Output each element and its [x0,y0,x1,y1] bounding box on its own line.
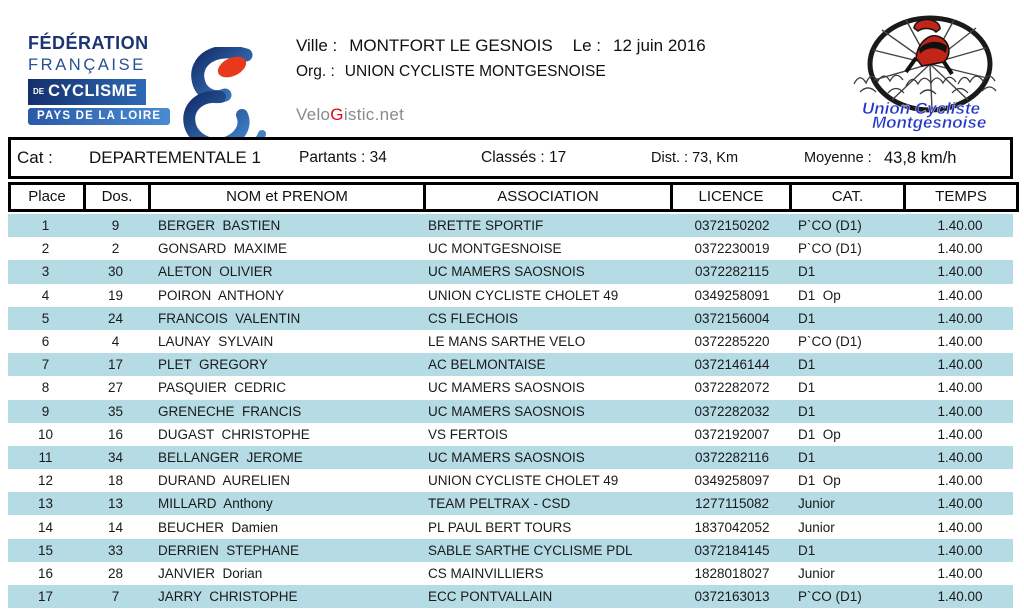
col-header-name: NOM et PRENOM [148,182,426,212]
cell-dossard: 16 [107,426,124,442]
cell-category: D1 [798,357,816,373]
cell-association: VS FERTOIS [428,426,508,442]
cell-dossard: 28 [107,565,124,581]
cell-dossard: 33 [107,542,124,558]
cell-association: LE MANS SARTHE VELO [428,334,586,350]
result-row [8,237,1013,260]
cell-association: UC MAMERS SAOSNOIS [428,380,585,396]
result-row [8,214,1013,237]
cell-association: TEAM PELTRAX - CSD [428,496,571,512]
moyenne-label: Moyenne : [804,150,872,166]
cell-name: FRANCOIS VALENTIN [158,310,301,326]
col-header-category: CAT. [789,182,906,212]
cell-name: GRENECHE FRANCIS [158,403,302,419]
cell-name: LAUNAY SYLVAIN [158,334,274,350]
cell-licence: 1837042052 [694,519,770,535]
result-row [8,515,1013,538]
ffc-logo-band-cyclisme [28,79,146,105]
cell-name: BEUCHER Damien [158,519,279,535]
cell-category: D1 [798,264,816,280]
org-value: UNION CYCLISTE MONTGESNOISE [344,63,606,80]
classes-field: Classés : 17 [481,149,567,166]
result-row [8,353,1013,376]
col-header-licence: LICENCE [670,182,792,212]
col-header-place: Place [8,182,86,212]
cell-licence: 1277115082 [694,496,770,512]
cell-dossard: 17 [107,357,124,373]
cell-place: 5 [41,310,50,326]
cell-licence: 0372163013 [694,589,770,605]
cell-time: 1.40.00 [937,496,983,512]
cell-place: 8 [41,380,50,396]
cell-place: 16 [37,565,54,581]
cell-time: 1.40.00 [937,218,983,234]
cell-licence: 0372282032 [694,403,770,419]
result-row [8,585,1013,608]
cell-category: Junior [798,519,835,535]
result-row [8,423,1013,446]
result-row [8,307,1013,330]
cell-licence: 0349258091 [694,287,770,303]
cell-time: 1.40.00 [937,357,983,373]
result-row [8,539,1013,562]
cell-licence: 0372156004 [694,310,770,326]
cell-name: JARRY CHRISTOPHE [158,589,298,605]
col-header-association: ASSOCIATION [423,182,673,212]
result-row [8,400,1013,423]
ffc-logo-region-band: PAYS DE LA LOIRE [28,108,170,125]
ffc-logo-line1: FÉDÉRATION [28,33,149,53]
ville-value: MONTFORT LE GESNOIS [349,36,553,55]
cell-dossard: 13 [107,496,124,512]
ffc-logo [28,33,243,125]
cell-name: BERGER BASTIEN [158,218,281,234]
cell-time: 1.40.00 [937,519,983,535]
result-row [8,260,1013,283]
cell-licence: 0372285220 [694,334,770,350]
cell-licence: 0372230019 [694,241,770,257]
velogistic-watermark [296,105,726,125]
date-value: 12 juin 2016 [613,36,706,55]
cell-time: 1.40.00 [937,403,983,419]
cell-time: 1.40.00 [937,473,983,489]
results-table-header [8,182,1019,212]
cell-association: CS MAINVILLIERS [428,565,544,581]
cell-category: Junior [798,496,835,512]
cell-name: PASQUIER CEDRIC [158,380,287,396]
cell-name: BELLANGER JEROME [158,449,303,465]
cell-dossard: 2 [111,241,120,257]
cell-association: UC MAMERS SAOSNOIS [428,264,585,280]
cell-place: 1 [41,218,50,234]
cell-time: 1.40.00 [937,565,983,581]
cell-association: BRETTE SPORTIF [428,218,544,234]
cell-dossard: 35 [107,403,124,419]
cell-place: 3 [41,264,50,280]
cell-category: Junior [798,565,835,581]
cell-dossard: 27 [107,380,124,396]
cell-licence: 0372146144 [694,357,770,373]
cell-category: P`CO (D1) [798,334,862,350]
cell-category: D1 [798,542,816,558]
event-line-ville [296,36,726,56]
result-row [8,446,1013,469]
result-row [8,469,1013,492]
cell-time: 1.40.00 [937,310,983,326]
ffc-logo-cyclisme: CYCLISME [48,82,138,100]
cell-time: 1.40.00 [937,334,983,350]
cell-association: AC BELMONTAISE [428,357,546,373]
cell-licence: 0372282072 [694,380,770,396]
club-name-line1: Union Cycliste [862,99,981,118]
cell-category: D1 Op [798,287,841,303]
cat-value: DEPARTEMENTALE 1 [89,148,261,167]
cell-name: DUGAST CHRISTOPHE [158,426,310,442]
club-name-line2: Montgesnoise [872,113,987,132]
cell-place: 7 [41,357,50,373]
cell-name: JANVIER Dorian [158,565,263,581]
distance-field: Dist. : 73, Km [651,150,739,166]
ville-label: Ville : [296,36,338,55]
cell-time: 1.40.00 [937,380,983,396]
cell-place: 12 [37,473,54,489]
cell-association: UC MONTGESNOISE [428,241,562,257]
cell-time: 1.40.00 [937,264,983,280]
cell-name: DERRIEN STEPHANE [158,542,300,558]
cell-licence: 0349258097 [694,473,770,489]
cell-dossard: 19 [107,287,124,303]
cell-licence: 0372150202 [694,218,770,234]
cell-name: GONSARD MAXIME [158,241,288,257]
event-line-org [296,63,726,81]
cell-dossard: 34 [107,449,124,465]
result-row [8,284,1013,307]
cell-category: P`CO (D1) [798,589,862,605]
cell-place: 9 [41,403,50,419]
ffc-logo-line2: FRANÇAISE [28,56,146,74]
cell-name: PLET GREGORY [158,357,268,373]
cell-time: 1.40.00 [937,542,983,558]
cell-association: PL PAUL BERT TOURS [428,519,572,535]
cell-place: 10 [37,426,54,442]
cell-time: 1.40.00 [937,287,983,303]
cell-association: UNION CYCLISTE CHOLET 49 [428,473,619,489]
cell-licence: 0372282116 [694,449,770,465]
cell-licence: 0372282115 [694,264,770,280]
cell-name: ALETON OLIVIER [158,264,273,280]
cell-category: P`CO (D1) [798,241,862,257]
cell-place: 15 [37,542,54,558]
cell-association: CS FLECHOIS [428,310,519,326]
date-label: Le : [572,36,602,55]
cell-time: 1.40.00 [937,589,983,605]
result-row [8,376,1013,399]
cell-association: UNION CYCLISTE CHOLET 49 [428,287,619,303]
result-row [8,492,1013,515]
moyenne-value: 43,8 km/h [884,149,957,167]
club-logo [836,12,1022,132]
cell-category: P`CO (D1) [798,218,862,234]
cell-category: D1 [798,310,816,326]
cell-licence: 1828018027 [694,565,770,581]
cell-place: 4 [41,287,50,303]
event-info [296,36,726,125]
cell-name: MILLARD Anthony [158,496,273,512]
cell-name: POIRON ANTHONY [158,287,285,303]
cell-place: 17 [37,589,54,605]
col-header-time: TEMPS [903,182,1019,212]
ffc-logo-de: DE [33,86,45,96]
cell-place: 14 [37,519,54,535]
cell-time: 1.40.00 [937,449,983,465]
cell-category: D1 [798,380,816,396]
velogistic-velo: Velo [296,105,331,124]
cell-association: UC MAMERS SAOSNOIS [428,403,585,419]
cell-licence: 0372184145 [694,542,770,558]
cell-category: D1 [798,449,816,465]
cell-place: 11 [38,449,53,465]
cell-association: UC MAMERS SAOSNOIS [428,449,585,465]
cell-time: 1.40.00 [937,426,983,442]
cell-dossard: 30 [107,264,124,280]
cell-dossard: 18 [107,473,124,489]
cell-name: DURAND AURELIEN [158,473,291,489]
cell-place: 6 [41,334,50,350]
cell-dossard: 7 [111,589,120,605]
results-body [8,214,1013,608]
cell-dossard: 24 [107,310,124,326]
cell-licence: 0372192007 [694,426,770,442]
velogistic-rest: istic.net [343,105,405,124]
cell-category: D1 [798,403,816,419]
cell-place: 2 [41,241,50,257]
cell-category: D1 Op [798,426,841,442]
partants-field: Partants : 34 [299,149,387,166]
cat-label: Cat : [17,148,53,167]
cell-dossard: 4 [111,334,120,350]
cell-category: D1 Op [798,473,841,489]
cell-dossard: 14 [107,519,124,535]
cell-time: 1.40.00 [937,241,983,257]
col-header-dossard: Dos. [83,182,151,212]
result-row [8,330,1013,353]
result-row [8,562,1013,585]
cell-association: SABLE SARTHE CYCLISME PDL [428,542,633,558]
cell-place: 13 [37,496,54,512]
cell-association: ECC PONTVALLAIN [428,589,553,605]
velogistic-g: G [330,105,344,124]
category-bar [8,137,1013,179]
org-label: Org. : [296,63,335,80]
cell-dossard: 9 [111,218,120,234]
